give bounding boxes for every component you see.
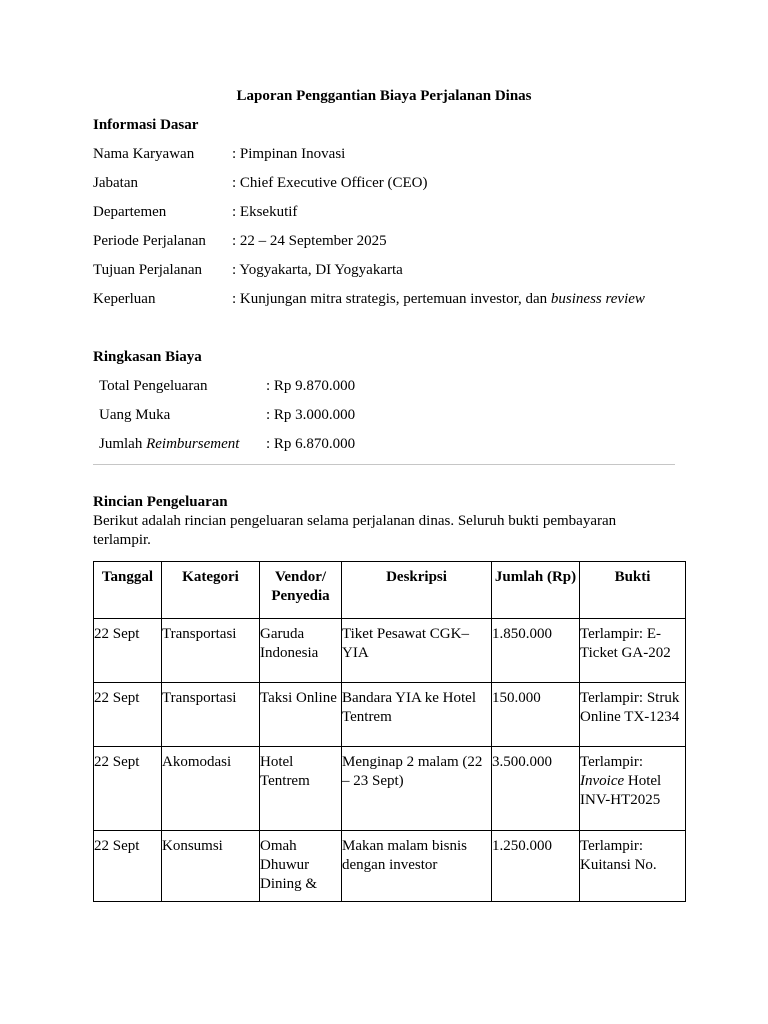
summary-row-total xyxy=(99,377,499,396)
cell-category: Akomodasi xyxy=(162,747,260,831)
document-title: Laporan Penggantian Biaya Perjalanan Dinas xyxy=(236,88,532,104)
cell-proof xyxy=(580,747,686,831)
summary-label-italic: Reimbursement xyxy=(146,436,240,452)
info-label: Jabatan xyxy=(93,175,138,191)
cell-amount: 1.850.000 xyxy=(492,619,580,683)
section-divider xyxy=(93,464,675,465)
info-value: : Eksekutif xyxy=(232,204,298,220)
details-intro: Berikut adalah rincian pengeluaran selama perjalanan dinas. Seluruh bukti pembayaran terlampir. xyxy=(93,513,617,548)
purpose-text-italic: business review xyxy=(550,291,645,307)
column-header-category: Kategori xyxy=(162,562,260,619)
info-row-employee-name xyxy=(93,145,713,164)
summary-label xyxy=(99,435,239,454)
info-row-destination xyxy=(93,261,713,280)
cell-category: Konsumsi xyxy=(162,831,260,902)
cell-description: Tiket Pesawat CGK–YIA xyxy=(342,619,492,683)
cell-date: 22 Sept xyxy=(94,831,162,902)
cell-description: Makan malam bisnis dengan investor xyxy=(342,831,492,902)
info-value: : Chief Executive Officer (CEO) xyxy=(232,175,428,191)
cell-amount: 3.500.000 xyxy=(492,747,580,831)
info-label: Tujuan Perjalanan xyxy=(93,262,203,278)
summary-label: Uang Muka xyxy=(99,407,171,423)
column-header-vendor: Vendor/ Penyedia xyxy=(260,562,342,619)
cell-amount: 1.250.000 xyxy=(492,831,580,902)
proof-prefix: Terlampir: xyxy=(580,754,644,770)
column-header-proof: Bukti xyxy=(580,562,686,619)
details-heading: Rincian Pengeluaran xyxy=(93,494,228,510)
cell-date: 22 Sept xyxy=(94,747,162,831)
summary-label: Total Pengeluaran xyxy=(99,378,208,394)
info-value: : 22 – 24 September 2025 xyxy=(232,233,387,249)
cell-category: Transportasi xyxy=(162,683,260,747)
column-header-description: Deskripsi xyxy=(342,562,492,619)
summary-row-reimbursement xyxy=(99,435,499,454)
cell-date: 22 Sept xyxy=(94,683,162,747)
summary-label-text: Jumlah xyxy=(99,436,147,452)
info-row-position xyxy=(93,174,713,193)
info-label: Keperluan xyxy=(93,291,156,307)
table-row xyxy=(94,747,686,831)
cell-proof: Terlampir: E-Ticket GA-202 xyxy=(580,619,686,683)
basic-info-heading: Informasi Dasar xyxy=(93,117,199,133)
info-row-travel-period xyxy=(93,232,713,251)
cell-amount: 150.000 xyxy=(492,683,580,747)
cell-vendor: Hotel Tentrem xyxy=(260,747,342,831)
info-label: Nama Karyawan xyxy=(93,146,195,162)
table-row xyxy=(94,683,686,747)
info-row-department xyxy=(93,203,713,222)
cell-date: 22 Sept xyxy=(94,619,162,683)
table-header-row xyxy=(94,562,686,619)
cell-proof: Terlampir: Struk Online TX-1234 xyxy=(580,683,686,747)
table-row xyxy=(94,619,686,683)
info-label: Periode Perjalanan xyxy=(93,233,206,249)
cell-vendor: Omah Dhuwur Dining & xyxy=(260,831,342,902)
proof-italic: Invoice xyxy=(580,773,625,789)
info-label: Departemen xyxy=(93,204,167,220)
summary-heading: Ringkasan Biaya xyxy=(93,349,202,365)
table-row xyxy=(94,831,686,902)
info-value xyxy=(232,290,645,309)
column-header-date: Tanggal xyxy=(94,562,162,619)
summary-value: : Rp 3.000.000 xyxy=(266,407,356,423)
purpose-text: : Kunjungan mitra strategis, pertemuan investor, dan xyxy=(232,291,551,307)
cell-vendor: Garuda Indonesia xyxy=(260,619,342,683)
info-value: : Pimpinan Inovasi xyxy=(232,146,346,162)
info-row-purpose xyxy=(93,290,713,309)
cell-proof: Terlampir: Kuitansi No. xyxy=(580,831,686,902)
column-header-amount: Jumlah (Rp) xyxy=(492,562,580,619)
cell-description: Bandara YIA ke Hotel Tentrem xyxy=(342,683,492,747)
cell-description: Menginap 2 malam (22 – 23 Sept) xyxy=(342,747,492,831)
summary-value: : Rp 9.870.000 xyxy=(266,378,356,394)
summary-row-advance xyxy=(99,406,499,425)
cell-category: Transportasi xyxy=(162,619,260,683)
expense-table xyxy=(93,561,686,902)
summary-value: : Rp 6.870.000 xyxy=(266,436,356,452)
cell-vendor: Taksi Online xyxy=(260,683,342,747)
proof-suffix: Hotel INV-HT2025 xyxy=(580,773,662,808)
info-value: : Yogyakarta, DI Yogyakarta xyxy=(232,262,403,278)
